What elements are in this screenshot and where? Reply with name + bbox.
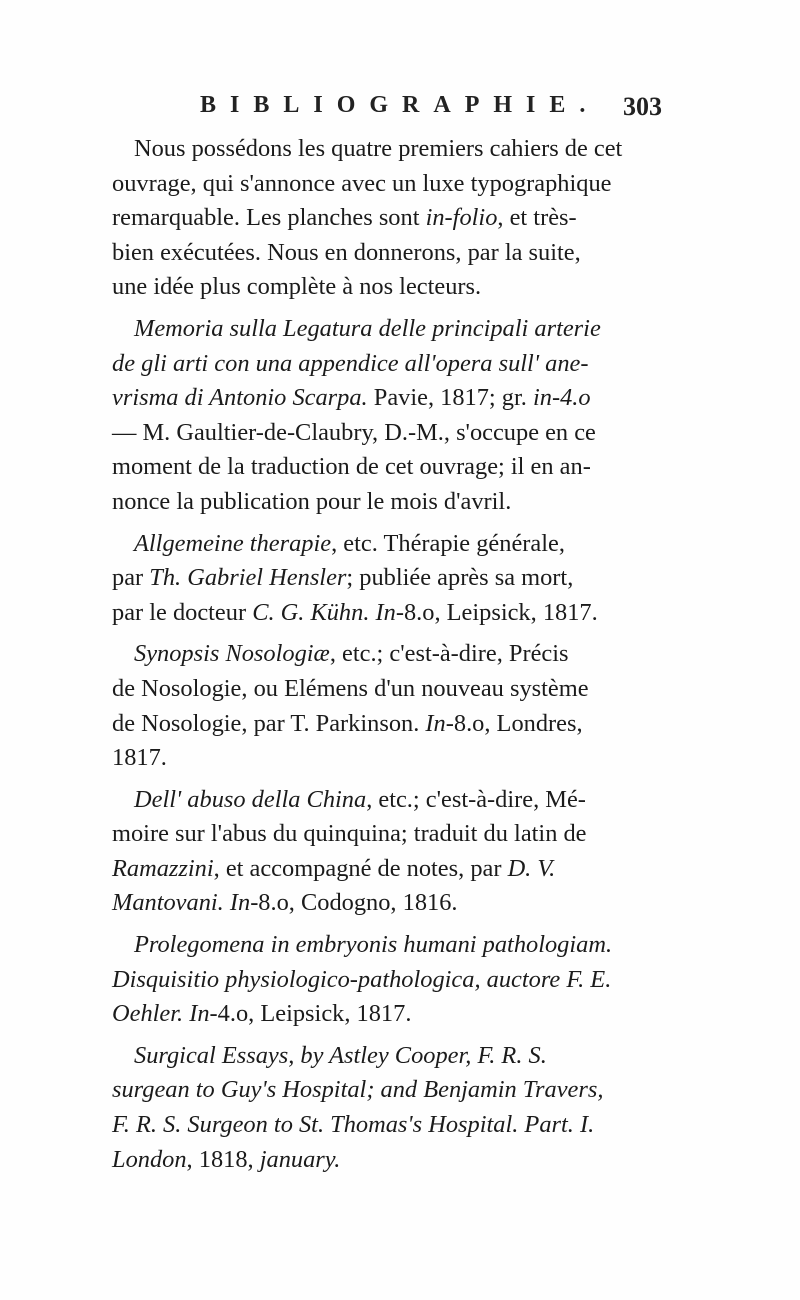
roman-text: , etc.; c'est-à-dire, Mé- [366,785,586,813]
roman-text: , 1818, [186,1145,260,1173]
page-number: 303 [623,92,662,121]
text-line [112,167,678,202]
text-line [112,416,678,451]
body-text [112,132,678,1177]
text-line [112,741,678,776]
italic-text: in-4.o [532,384,591,412]
italic-text: London [112,1145,187,1173]
italic-text: Synopsis Nosologiæ [134,640,330,668]
italic-text: in-folio [425,204,498,232]
text-line [112,450,678,485]
roman-text: , etc.; c'est-à-dire, Précis [329,640,569,668]
italic-text: F. R. S. Surgeon to St. Thomas's Hospital. Part. I. [112,1111,595,1139]
roman-text: -4.o, Leipsick, 1817. [209,1000,412,1028]
roman-text: -8.o, Londres, [445,709,583,737]
italic-text: Allgemeine therapie [134,529,332,557]
text-line [112,928,678,963]
italic-text: Th. Gabriel Hensler [149,564,347,592]
text-line [112,347,678,382]
roman-text: de Nosologie, par T. Parkinson. [112,709,426,737]
roman-text: , et accompagné de notes, par [213,854,508,882]
text-line [112,783,678,818]
roman-text: moire sur l'abus du quinquina; traduit du latin de [112,820,587,848]
italic-text: In [425,709,446,737]
paragraph-gap [112,776,678,783]
text-line [112,637,678,672]
paragraph-gap [112,1032,678,1039]
paragraph-gap [112,921,678,928]
roman-text: par le docteur [112,598,253,626]
italic-text: Surgical Essays, by Astley Cooper, F. R. S. [134,1041,547,1069]
roman-text: par [112,564,150,592]
text-line [112,485,678,520]
text-line [112,852,678,887]
italic-text: D. V. [507,854,556,882]
italic-text: Prolegomena in embryonis humani pathologiam. [134,931,613,959]
text-line [112,270,678,305]
italic-text: Memoria sulla Legatura delle principali arterie [134,314,601,342]
text-line [112,596,678,631]
roman-text: remarquable. Les planches sont [112,204,426,232]
roman-text: 1817. [112,744,167,772]
roman-text: une idée plus complète à nos lecteurs. [112,273,482,301]
text-line [112,672,678,707]
text-line [112,1108,678,1143]
text-line [112,817,678,852]
text-line [112,997,678,1032]
text-line [112,236,678,271]
roman-text: Nous possédons les quatre premiers cahiers de cet [134,135,623,162]
italic-text: surgean to Guy's Hospital; and Benjamin Travers, [112,1076,604,1104]
roman-text: bien exécutées. Nous en donnerons, par la suite, [112,238,581,266]
roman-text: moment de la traduction de cet ouvrage; il en an- [112,453,591,481]
italic-text: C. G. Kühn. In [252,598,396,626]
text-line [112,312,678,347]
paragraph-gap [112,520,678,527]
roman-text: ; publiée après sa mort, [346,564,574,592]
paragraph-gap [112,630,678,637]
italic-text: Disquisitio physiologico-pathologica, auctore F. E. [112,965,612,993]
page-header [200,92,662,126]
roman-text: Pavie, 1817; gr. [367,384,533,412]
roman-text: -8.o, Leipsick, 1817. [395,598,598,626]
text-line [112,527,678,562]
running-head: BIBLIOGRAPHIE. [200,92,600,118]
italic-text: de gli arti con una appendice all'opera sull' ane- [112,349,589,377]
roman-text: de Nosologie, ou Elémens d'un nouveau système [112,674,589,702]
roman-text: , et très- [497,204,577,232]
italic-text: vrisma di Antonio Scarpa. [112,384,368,412]
text-line [112,886,678,921]
text-line [112,201,678,236]
text-line [112,132,678,167]
text-line [112,707,678,742]
roman-text: ouvrage, qui s'annonce avec un luxe typographique [112,169,612,197]
roman-text: , etc. Thérapie générale, [331,529,565,557]
text-line [112,381,678,416]
text-line [112,1143,678,1178]
text-line [112,963,678,998]
italic-text: Mantovani. In [112,889,251,917]
italic-text: january. [259,1145,341,1173]
roman-text: — M. Gaultier-de-Claubry, D.-M., s'occupe en ce [112,418,596,446]
italic-text: Oehler. In [112,1000,210,1028]
roman-text: -8.o, Codogno, 1816. [250,889,458,917]
roman-text: nonce la publication pour le mois d'avril. [112,487,512,515]
text-line [112,561,678,596]
italic-text: Ramazzini [112,854,214,882]
text-line [112,1039,678,1074]
italic-text: Dell' abuso della China [134,785,367,813]
paragraph-gap [112,305,678,312]
text-line [112,1073,678,1108]
